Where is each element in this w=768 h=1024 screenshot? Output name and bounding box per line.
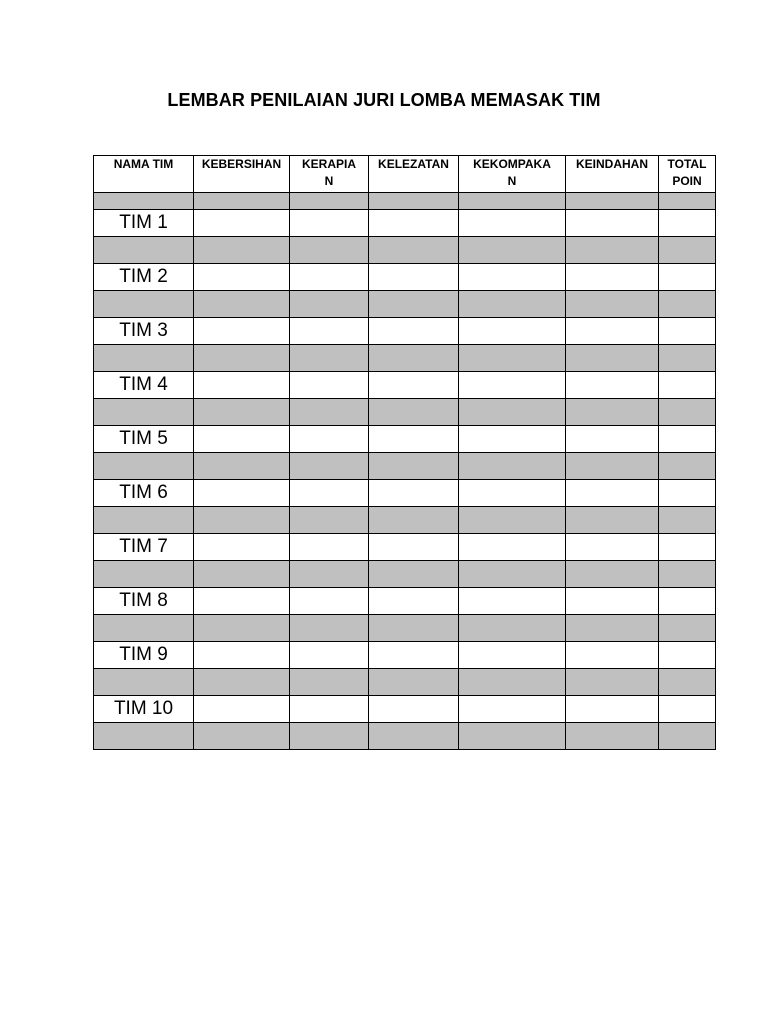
team-row [94, 210, 716, 237]
spacer-row [94, 237, 716, 264]
team-row [94, 264, 716, 291]
score-cell-total-poin[interactable] [659, 480, 716, 507]
score-cell-kekompakan[interactable] [459, 480, 566, 507]
score-cell-kekompakan[interactable] [459, 372, 566, 399]
score-cell-total-poin[interactable] [659, 426, 716, 453]
team-row [94, 318, 716, 345]
score-cell-kelezatan[interactable] [369, 480, 459, 507]
score-cell-kekompakan[interactable] [459, 642, 566, 669]
score-cell-kelezatan[interactable] [369, 588, 459, 615]
team-name-cell: TIM 5 [94, 426, 194, 453]
score-cell-total-poin[interactable] [659, 696, 716, 723]
team-name-cell: TIM 1 [94, 210, 194, 237]
score-cell-keindahan[interactable] [566, 372, 659, 399]
team-name-cell: TIM 2 [94, 264, 194, 291]
header-total-poin: TOTAL POIN [659, 156, 716, 193]
header-kekompakan: KEKOMPAKA N [459, 156, 566, 193]
score-cell-keindahan[interactable] [566, 534, 659, 561]
score-cell-keindahan[interactable] [566, 480, 659, 507]
score-cell-keindahan[interactable] [566, 210, 659, 237]
header-nama-tim: NAMA TIM [94, 156, 194, 193]
score-cell-keindahan[interactable] [566, 696, 659, 723]
team-name-cell: TIM 10 [94, 696, 194, 723]
score-cell-kekompakan[interactable] [459, 318, 566, 345]
score-cell-total-poin[interactable] [659, 588, 716, 615]
score-cell-kelezatan[interactable] [369, 642, 459, 669]
page-title: LEMBAR PENILAIAN JURI LOMBA MEMASAK TIM [167, 90, 601, 110]
score-cell-kebersihan[interactable] [194, 588, 290, 615]
spacer-row [94, 561, 716, 588]
score-cell-kekompakan[interactable] [459, 534, 566, 561]
score-cell-kerapian[interactable] [290, 480, 369, 507]
score-cell-kekompakan[interactable] [459, 210, 566, 237]
score-cell-kerapian[interactable] [290, 696, 369, 723]
team-row [94, 426, 716, 453]
spacer-row [94, 453, 716, 480]
score-cell-total-poin[interactable] [659, 642, 716, 669]
team-row [94, 588, 716, 615]
team-name-cell: TIM 7 [94, 534, 194, 561]
score-cell-kelezatan[interactable] [369, 534, 459, 561]
score-cell-kekompakan[interactable] [459, 264, 566, 291]
score-cell-total-poin[interactable] [659, 264, 716, 291]
score-cell-kerapian[interactable] [290, 372, 369, 399]
score-cell-kebersihan[interactable] [194, 372, 290, 399]
header-kerapian: KERAPIA N [290, 156, 369, 193]
team-row [94, 642, 716, 669]
score-cell-kelezatan[interactable] [369, 696, 459, 723]
team-row [94, 534, 716, 561]
score-cell-kekompakan[interactable] [459, 588, 566, 615]
spacer-row [94, 615, 716, 642]
team-name-cell: TIM 9 [94, 642, 194, 669]
team-name-cell: TIM 4 [94, 372, 194, 399]
score-cell-kelezatan[interactable] [369, 264, 459, 291]
team-row [94, 696, 716, 723]
header-spacer-row [94, 193, 716, 210]
team-name-cell: TIM 3 [94, 318, 194, 345]
score-cell-keindahan[interactable] [566, 426, 659, 453]
score-cell-kerapian[interactable] [290, 264, 369, 291]
spacer-row [94, 345, 716, 372]
score-cell-total-poin[interactable] [659, 372, 716, 399]
spacer-row [94, 507, 716, 534]
spacer-row [94, 669, 716, 696]
header-row [94, 156, 716, 193]
header-keindahan: KEINDAHAN [566, 156, 659, 193]
team-name-cell: TIM 6 [94, 480, 194, 507]
score-cell-kelezatan[interactable] [369, 318, 459, 345]
score-cell-kerapian[interactable] [290, 426, 369, 453]
score-cell-keindahan[interactable] [566, 588, 659, 615]
score-cell-kerapian[interactable] [290, 642, 369, 669]
score-cell-kekompakan[interactable] [459, 426, 566, 453]
spacer-row [94, 723, 716, 750]
score-cell-keindahan[interactable] [566, 264, 659, 291]
header-kelezatan: KELEZATAN [369, 156, 459, 193]
score-cell-kebersihan[interactable] [194, 696, 290, 723]
score-table [93, 155, 716, 750]
score-cell-kebersihan[interactable] [194, 426, 290, 453]
score-cell-kelezatan[interactable] [369, 372, 459, 399]
score-cell-keindahan[interactable] [566, 318, 659, 345]
spacer-row [94, 399, 716, 426]
score-cell-kebersihan[interactable] [194, 480, 290, 507]
score-cell-kerapian[interactable] [290, 210, 369, 237]
score-cell-kebersihan[interactable] [194, 318, 290, 345]
score-cell-total-poin[interactable] [659, 318, 716, 345]
score-cell-kerapian[interactable] [290, 318, 369, 345]
score-cell-kebersihan[interactable] [194, 642, 290, 669]
header-kebersihan: KEBERSIHAN [194, 156, 290, 193]
score-cell-kebersihan[interactable] [194, 210, 290, 237]
score-cell-total-poin[interactable] [659, 534, 716, 561]
team-row [94, 480, 716, 507]
score-cell-kebersihan[interactable] [194, 264, 290, 291]
team-row [94, 372, 716, 399]
spacer-row [94, 291, 716, 318]
score-cell-kekompakan[interactable] [459, 696, 566, 723]
score-cell-kerapian[interactable] [290, 588, 369, 615]
score-cell-kerapian[interactable] [290, 534, 369, 561]
team-name-cell: TIM 8 [94, 588, 194, 615]
score-cell-total-poin[interactable] [659, 210, 716, 237]
score-cell-keindahan[interactable] [566, 642, 659, 669]
score-cell-kebersihan[interactable] [194, 534, 290, 561]
score-cell-kelezatan[interactable] [369, 426, 459, 453]
score-cell-kelezatan[interactable] [369, 210, 459, 237]
